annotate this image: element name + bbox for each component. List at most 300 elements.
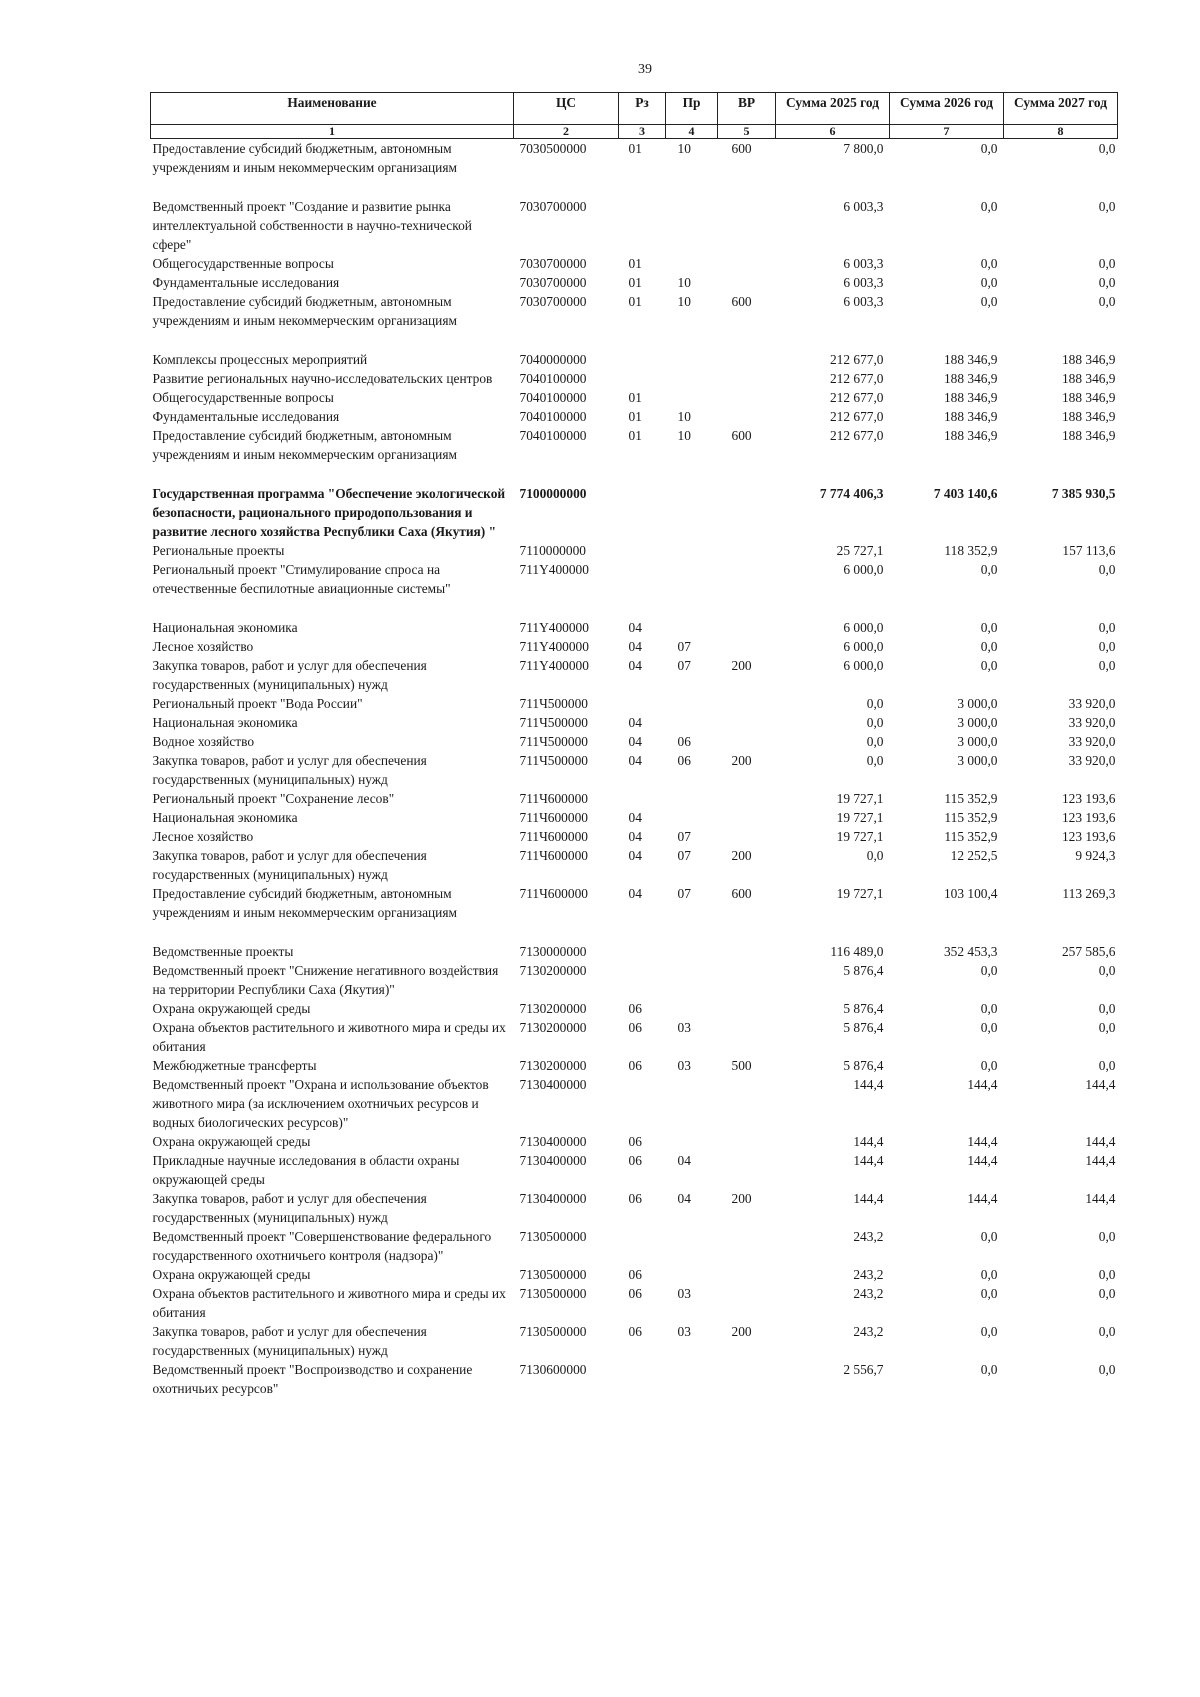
row-rz	[619, 350, 666, 369]
row-sum-2025: 7 800,0	[843, 141, 884, 156]
row-pr: 04	[677, 1191, 691, 1206]
row-sum-2025: 7 774 406,3	[819, 486, 884, 501]
row-rz	[619, 484, 666, 541]
row-pr: 07	[677, 886, 691, 901]
row-vr: 200	[731, 1191, 752, 1206]
row-vr	[718, 808, 776, 827]
row-name: Водное хозяйство	[152, 734, 255, 749]
row-pr	[666, 713, 718, 732]
header-cs: ЦС	[514, 93, 619, 125]
row-cs: 7040100000	[519, 409, 587, 424]
row-sum-2027: 0,0	[1098, 141, 1116, 156]
row-vr	[718, 369, 776, 388]
row-name: Предоставление субсидий бюджетным, автономным учреждениям и иным некоммерческим организациям	[152, 294, 457, 328]
row-spacer	[151, 177, 1118, 197]
row-cs: 7130500000	[519, 1324, 587, 1339]
row-sum-2026: 0,0	[980, 639, 998, 654]
row-sum-2027: 33 920,0	[1068, 696, 1116, 711]
row-cs: 711Ч600000	[519, 810, 588, 825]
row-sum-2025: 5 876,4	[843, 1058, 884, 1073]
row-name: Предоставление субсидий бюджетным, автономным учреждениям и иным некоммерческим организациям	[152, 141, 457, 175]
row-sum-2025: 144,4	[853, 1191, 884, 1206]
row-sum-2027: 144,4	[1085, 1153, 1116, 1168]
row-sum-2026: 0,0	[980, 1267, 998, 1282]
row-name: Ведомственный проект "Воспроизводство и сохранение охотничьих ресурсов"	[152, 1362, 473, 1396]
table-row	[151, 618, 1118, 637]
row-sum-2025: 19 727,1	[836, 810, 884, 825]
row-rz	[619, 1075, 666, 1132]
table-row	[151, 808, 1118, 827]
row-sum-2025: 0,0	[866, 753, 884, 768]
row-name: Развитие региональных научно-исследовательских центров	[152, 371, 493, 386]
header-sum-2026: Сумма 2026 год	[890, 93, 1004, 125]
row-sum-2026: 0,0	[980, 963, 998, 978]
row-cs: 7040100000	[519, 371, 587, 386]
column-number-row	[151, 125, 1118, 139]
row-sum-2025: 2 556,7	[843, 1362, 884, 1377]
row-rz: 04	[628, 829, 642, 844]
row-sum-2026: 0,0	[980, 199, 998, 214]
row-rz: 01	[628, 428, 642, 443]
header-rz: Рз	[619, 93, 666, 125]
row-sum-2026: 0,0	[980, 562, 998, 577]
row-sum-2025: 144,4	[853, 1077, 884, 1092]
table-row	[151, 292, 1118, 330]
spacer-cell	[151, 598, 1118, 618]
row-name: Межбюджетные трансферты	[152, 1058, 317, 1073]
row-sum-2027: 33 920,0	[1068, 734, 1116, 749]
row-sum-2025: 6 003,3	[843, 294, 884, 309]
row-sum-2027: 9 924,3	[1075, 848, 1116, 863]
row-rz: 04	[628, 639, 642, 654]
row-name: Закупка товаров, работ и услуг для обеспечения государственных (муниципальных) нужд	[152, 1191, 427, 1225]
row-pr	[666, 350, 718, 369]
row-sum-2027: 0,0	[1098, 562, 1116, 577]
row-name: Ведомственный проект "Совершенствование федерального государственного охотничьего контроля (надзора)"	[152, 1229, 492, 1263]
row-vr	[718, 254, 776, 273]
table-row	[151, 1265, 1118, 1284]
row-sum-2025: 6 003,3	[843, 275, 884, 290]
row-sum-2025: 212 677,0	[829, 409, 884, 424]
row-name: Охрана объектов растительного и животного мира и среды их обитания	[152, 1286, 506, 1320]
row-cs: 7040100000	[519, 390, 587, 405]
row-pr: 07	[677, 848, 691, 863]
row-sum-2027: 0,0	[1098, 1058, 1116, 1073]
row-name: Общегосударственные вопросы	[152, 390, 334, 405]
table-body	[151, 139, 1118, 1399]
row-cs: 7130500000	[519, 1286, 587, 1301]
row-vr: 200	[731, 1324, 752, 1339]
row-pr	[666, 560, 718, 598]
row-rz: 06	[628, 1153, 642, 1168]
row-pr	[666, 1075, 718, 1132]
row-cs: 7030700000	[519, 294, 587, 309]
row-rz	[619, 541, 666, 560]
row-sum-2027: 188 346,9	[1061, 428, 1116, 443]
table-row	[151, 751, 1118, 789]
row-sum-2026: 352 453,3	[943, 944, 998, 959]
row-sum-2027: 0,0	[1098, 963, 1116, 978]
row-vr: 200	[731, 658, 752, 673]
row-sum-2026: 0,0	[980, 1362, 998, 1377]
row-sum-2025: 6 000,0	[843, 658, 884, 673]
row-name: Закупка товаров, работ и услуг для обеспечения государственных (муниципальных) нужд	[152, 658, 427, 692]
row-vr	[718, 1132, 776, 1151]
row-cs: 7130200000	[519, 1020, 587, 1035]
header-name: Наименование	[151, 93, 514, 125]
row-sum-2026: 0,0	[980, 620, 998, 635]
row-pr: 07	[677, 829, 691, 844]
column-number: 1	[151, 125, 514, 139]
row-sum-2026: 144,4	[967, 1153, 998, 1168]
row-vr	[718, 961, 776, 999]
row-sum-2026: 0,0	[980, 1001, 998, 1016]
row-sum-2026: 0,0	[980, 294, 998, 309]
row-rz: 01	[628, 141, 642, 156]
row-pr	[666, 388, 718, 407]
row-rz: 06	[628, 1020, 642, 1035]
table-row	[151, 637, 1118, 656]
row-rz: 06	[628, 1267, 642, 1282]
row-cs: 711Ч600000	[519, 886, 588, 901]
row-sum-2026: 0,0	[980, 1286, 998, 1301]
row-name: Ведомственный проект "Охрана и использование объектов животного мира (за исключением охотничьих ресурсов и водных биологических ресурсов)"	[152, 1077, 489, 1130]
row-rz: 01	[628, 390, 642, 405]
row-name: Лесное хозяйство	[152, 639, 254, 654]
table-row	[151, 1056, 1118, 1075]
column-number: 8	[1004, 125, 1118, 139]
row-sum-2025: 212 677,0	[829, 352, 884, 367]
row-pr: 10	[677, 294, 691, 309]
row-rz: 06	[628, 1286, 642, 1301]
row-rz: 01	[628, 409, 642, 424]
row-cs: 7130000000	[519, 944, 587, 959]
row-vr	[718, 1018, 776, 1056]
row-sum-2026: 0,0	[980, 1020, 998, 1035]
row-cs: 711Ч500000	[519, 753, 588, 768]
row-name: Фундаментальные исследования	[152, 409, 340, 424]
row-vr	[718, 197, 776, 254]
row-pr: 10	[677, 409, 691, 424]
row-vr	[718, 388, 776, 407]
row-cs: 711Y400000	[519, 620, 589, 635]
table-row	[151, 884, 1118, 922]
row-rz	[619, 789, 666, 808]
row-rz	[619, 197, 666, 254]
row-sum-2026: 3 000,0	[957, 734, 998, 749]
row-name: Государственная программа "Обеспечение экологической безопасности, рационального природопользования и развитие лесного хозяйства Республики Саха (Якутия) "	[152, 486, 506, 539]
row-sum-2027: 0,0	[1098, 1229, 1116, 1244]
row-pr	[666, 254, 718, 273]
row-sum-2026: 188 346,9	[943, 352, 998, 367]
row-sum-2025: 25 727,1	[836, 543, 884, 558]
row-vr	[718, 789, 776, 808]
row-sum-2026: 0,0	[980, 141, 998, 156]
row-cs: 7110000000	[519, 543, 586, 558]
spacer-cell	[151, 464, 1118, 484]
row-vr: 200	[731, 753, 752, 768]
row-sum-2025: 19 727,1	[836, 886, 884, 901]
row-sum-2026: 115 352,9	[944, 829, 998, 844]
row-name: Закупка товаров, работ и услуг для обеспечения государственных (муниципальных) нужд	[152, 753, 427, 787]
table-row	[151, 1189, 1118, 1227]
row-vr	[718, 1151, 776, 1189]
row-pr: 03	[677, 1324, 691, 1339]
table-row	[151, 789, 1118, 808]
row-cs: 7130200000	[519, 1058, 587, 1073]
header-pr: Пр	[666, 93, 718, 125]
row-cs: 7130600000	[519, 1362, 587, 1377]
table-row	[151, 961, 1118, 999]
row-cs: 711Ч600000	[519, 791, 588, 806]
row-vr	[718, 484, 776, 541]
column-number: 6	[776, 125, 890, 139]
header-vr: ВР	[718, 93, 776, 125]
table-row	[151, 656, 1118, 694]
row-spacer	[151, 464, 1118, 484]
row-sum-2027: 144,4	[1085, 1191, 1116, 1206]
row-sum-2026: 144,4	[967, 1191, 998, 1206]
row-pr: 03	[677, 1058, 691, 1073]
row-sum-2027: 0,0	[1098, 275, 1116, 290]
row-name: Региональный проект "Сохранение лесов"	[152, 791, 395, 806]
table-row	[151, 999, 1118, 1018]
row-cs: 711Y400000	[519, 639, 589, 654]
table-row	[151, 846, 1118, 884]
row-sum-2025: 6 000,0	[843, 562, 884, 577]
row-pr: 10	[677, 275, 691, 290]
row-spacer	[151, 330, 1118, 350]
row-pr: 03	[677, 1020, 691, 1035]
row-cs: 7030700000	[519, 199, 587, 214]
row-vr	[718, 560, 776, 598]
row-cs: 7030500000	[519, 141, 587, 156]
row-vr	[718, 1284, 776, 1322]
column-number: 5	[718, 125, 776, 139]
column-number: 7	[890, 125, 1004, 139]
row-sum-2027: 0,0	[1098, 639, 1116, 654]
column-number: 3	[619, 125, 666, 139]
row-sum-2026: 0,0	[980, 1324, 998, 1339]
row-rz: 04	[628, 810, 642, 825]
row-sum-2026: 0,0	[980, 1058, 998, 1073]
row-sum-2026: 144,4	[967, 1077, 998, 1092]
row-vr	[718, 407, 776, 426]
table-row	[151, 1075, 1118, 1132]
table-row	[151, 273, 1118, 292]
row-rz: 06	[628, 1001, 642, 1016]
row-pr	[666, 1132, 718, 1151]
row-sum-2026: 188 346,9	[943, 428, 998, 443]
row-spacer	[151, 922, 1118, 942]
row-name: Предоставление субсидий бюджетным, автономным учреждениям и иным некоммерческим организациям	[152, 428, 457, 462]
row-cs: 7040100000	[519, 428, 587, 443]
row-sum-2027: 0,0	[1098, 658, 1116, 673]
row-cs: 711Ч600000	[519, 848, 588, 863]
row-cs: 7030700000	[519, 275, 587, 290]
row-pr	[666, 1265, 718, 1284]
row-sum-2027: 123 193,6	[1061, 791, 1116, 806]
row-sum-2027: 188 346,9	[1061, 371, 1116, 386]
row-pr	[666, 789, 718, 808]
table-row	[151, 732, 1118, 751]
table-row	[151, 1018, 1118, 1056]
row-sum-2026: 144,4	[967, 1134, 998, 1149]
row-sum-2025: 5 876,4	[843, 1020, 884, 1035]
table-row	[151, 254, 1118, 273]
row-name: Региональный проект "Стимулирование спроса на отечественные беспилотные авиационные системы"	[152, 562, 451, 596]
row-rz: 01	[628, 275, 642, 290]
row-cs: 711Ч500000	[519, 715, 588, 730]
row-name: Региональные проекты	[152, 543, 285, 558]
row-sum-2026: 12 252,5	[950, 848, 998, 863]
row-sum-2026: 188 346,9	[943, 371, 998, 386]
table-row	[151, 426, 1118, 464]
row-vr	[718, 541, 776, 560]
row-vr	[718, 1360, 776, 1398]
row-vr	[718, 1227, 776, 1265]
row-rz	[619, 942, 666, 961]
row-rz: 04	[628, 715, 642, 730]
row-rz: 06	[628, 1058, 642, 1073]
row-cs: 7100000000	[519, 486, 587, 501]
row-sum-2026: 115 352,9	[944, 810, 998, 825]
row-name: Национальная экономика	[152, 715, 298, 730]
table-row	[151, 713, 1118, 732]
row-cs: 711Ч500000	[519, 734, 588, 749]
row-pr: 07	[677, 658, 691, 673]
row-sum-2025: 6 003,3	[843, 256, 884, 271]
table-row	[151, 350, 1118, 369]
row-sum-2027: 123 193,6	[1061, 829, 1116, 844]
row-cs: 7130200000	[519, 1001, 587, 1016]
row-rz: 04	[628, 658, 642, 673]
row-sum-2027: 0,0	[1098, 1001, 1116, 1016]
row-sum-2027: 0,0	[1098, 1362, 1116, 1377]
row-sum-2025: 212 677,0	[829, 428, 884, 443]
row-sum-2025: 6 000,0	[843, 620, 884, 635]
row-sum-2025: 5 876,4	[843, 1001, 884, 1016]
row-rz: 01	[628, 294, 642, 309]
row-pr	[666, 484, 718, 541]
row-pr	[666, 808, 718, 827]
row-pr: 10	[677, 428, 691, 443]
row-pr	[666, 694, 718, 713]
row-sum-2025: 0,0	[866, 715, 884, 730]
row-sum-2026: 118 352,9	[944, 543, 998, 558]
row-sum-2026: 103 100,4	[943, 886, 998, 901]
row-vr	[718, 618, 776, 637]
row-sum-2027: 113 269,3	[1062, 886, 1116, 901]
row-pr	[666, 942, 718, 961]
row-rz: 06	[628, 1191, 642, 1206]
row-sum-2027: 33 920,0	[1068, 753, 1116, 768]
row-rz: 04	[628, 734, 642, 749]
row-sum-2026: 115 352,9	[944, 791, 998, 806]
spacer-cell	[151, 330, 1118, 350]
row-vr: 600	[731, 428, 752, 443]
row-sum-2025: 144,4	[853, 1153, 884, 1168]
table-header	[151, 93, 1118, 139]
row-sum-2026: 3 000,0	[957, 696, 998, 711]
row-vr	[718, 1075, 776, 1132]
row-cs: 7130400000	[519, 1153, 587, 1168]
row-cs: 7130500000	[519, 1267, 587, 1282]
row-sum-2026: 3 000,0	[957, 715, 998, 730]
row-pr	[666, 1227, 718, 1265]
table-row	[151, 407, 1118, 426]
row-vr	[718, 713, 776, 732]
row-sum-2027: 0,0	[1098, 256, 1116, 271]
row-sum-2025: 6 003,3	[843, 199, 884, 214]
row-name: Закупка товаров, работ и услуг для обеспечения государственных (муниципальных) нужд	[152, 1324, 427, 1358]
row-sum-2025: 243,2	[853, 1324, 884, 1339]
row-name: Комплексы процессных мероприятий	[152, 352, 368, 367]
row-sum-2027: 144,4	[1085, 1134, 1116, 1149]
row-vr	[718, 637, 776, 656]
row-spacer	[151, 598, 1118, 618]
row-vr	[718, 827, 776, 846]
row-rz	[619, 369, 666, 388]
column-number: 2	[514, 125, 619, 139]
row-sum-2027: 188 346,9	[1061, 390, 1116, 405]
row-name: Фундаментальные исследования	[152, 275, 340, 290]
row-sum-2026: 0,0	[980, 275, 998, 290]
row-name: Ведомственные проекты	[152, 944, 294, 959]
row-sum-2025: 243,2	[853, 1229, 884, 1244]
row-pr	[666, 961, 718, 999]
row-name: Лесное хозяйство	[152, 829, 254, 844]
row-sum-2025: 19 727,1	[836, 791, 884, 806]
row-name: Предоставление субсидий бюджетным, автономным учреждениям и иным некоммерческим организациям	[152, 886, 457, 920]
row-vr	[718, 273, 776, 292]
row-pr	[666, 197, 718, 254]
row-name: Охрана окружающей среды	[152, 1267, 311, 1282]
row-rz	[619, 560, 666, 598]
spacer-cell	[151, 922, 1118, 942]
row-pr	[666, 999, 718, 1018]
row-rz	[619, 694, 666, 713]
table-row	[151, 388, 1118, 407]
row-name: Закупка товаров, работ и услуг для обеспечения государственных (муниципальных) нужд	[152, 848, 427, 882]
row-sum-2025: 0,0	[866, 696, 884, 711]
row-vr	[718, 1265, 776, 1284]
row-sum-2025: 144,4	[853, 1134, 884, 1149]
row-vr: 600	[731, 294, 752, 309]
table-row	[151, 139, 1118, 178]
row-rz	[619, 961, 666, 999]
row-sum-2027: 0,0	[1098, 294, 1116, 309]
row-sum-2027: 0,0	[1098, 199, 1116, 214]
table-row	[151, 827, 1118, 846]
row-sum-2027: 0,0	[1098, 620, 1116, 635]
row-vr	[718, 350, 776, 369]
row-cs: 711Y400000	[519, 658, 589, 673]
row-rz: 04	[628, 753, 642, 768]
table-row	[151, 1284, 1118, 1322]
row-name: Общегосударственные вопросы	[152, 256, 334, 271]
row-sum-2025: 19 727,1	[836, 829, 884, 844]
row-sum-2027: 188 346,9	[1061, 409, 1116, 424]
table-row	[151, 484, 1118, 541]
row-sum-2027: 0,0	[1098, 1020, 1116, 1035]
header-sum-2027: Сумма 2027 год	[1004, 93, 1118, 125]
row-name: Региональный проект "Вода России"	[152, 696, 363, 711]
row-sum-2026: 7 403 140,6	[933, 486, 998, 501]
row-vr	[718, 942, 776, 961]
row-name: Прикладные научные исследования в области охраны окружающей среды	[152, 1153, 460, 1187]
row-sum-2026: 0,0	[980, 1229, 998, 1244]
